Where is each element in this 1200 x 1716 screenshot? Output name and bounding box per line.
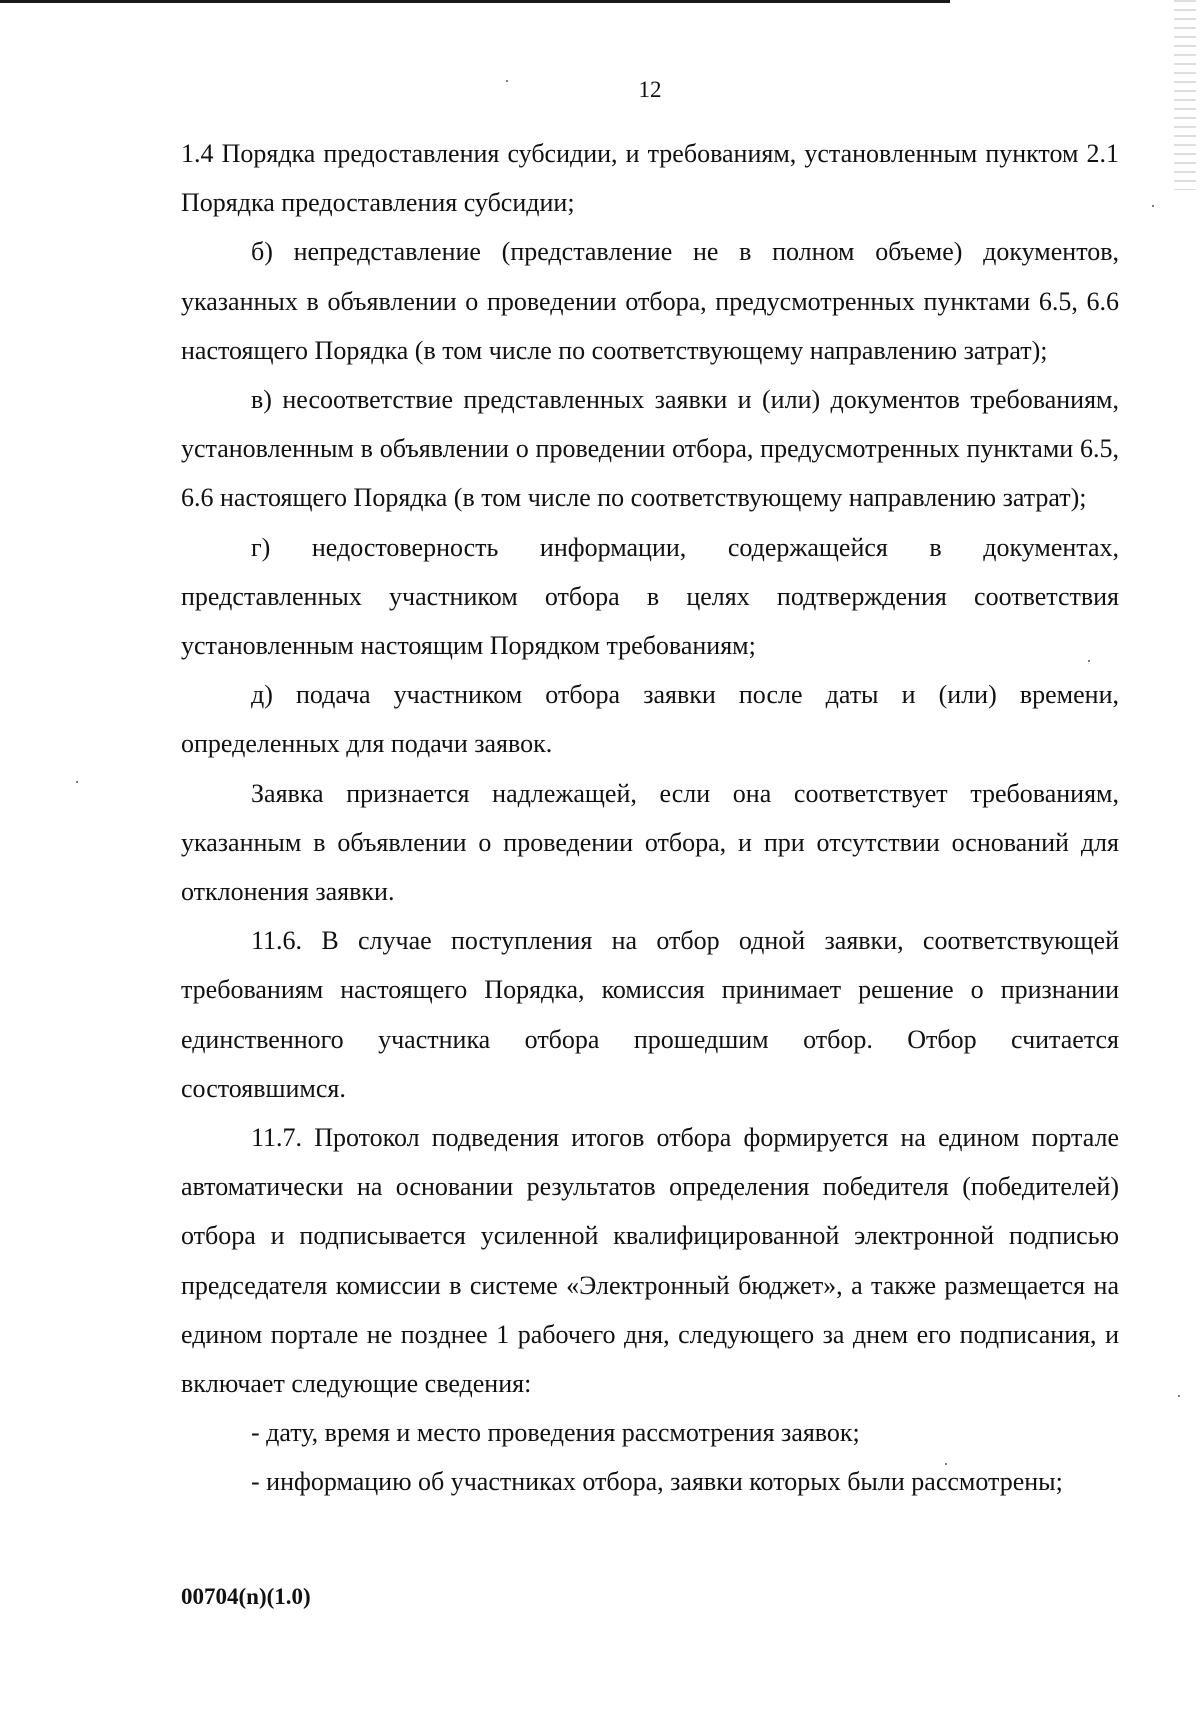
scan-speck: [1178, 1395, 1180, 1397]
document-code: 00704(n)(1.0): [181, 1584, 311, 1609]
page-number: 12: [638, 77, 662, 102]
scan-speck: [506, 80, 508, 82]
paragraph-continuation: 1.4 Порядка предоставления субсидии, и требованиям, установленным пунктом 2.1 Порядка предоставления субсидии;: [181, 139, 1119, 218]
paragraph-item-b: б) непредставление (представление не в полном объеме) документов, указанных в объявлении о проведении отбора, предусмотренных пунктами 6.5, 6.6 настоящего Порядка (в том числе по соответствующему направлению затрат);: [181, 237, 1119, 365]
scan-speck: [76, 781, 78, 783]
paragraph-11-7: 11.7. Протокол подведения итогов отбора формируется на едином портале автоматически на основании результатов определения победителя (победителей) отбора и подписывается усиленной квалифицированной электронной подписью председателя комиссии в системе «Электронный бюджет», а также размещается на едином портале не позднее 1 рабочего дня, следующего за днем его подписания, и включает следующие сведения:: [181, 1123, 1119, 1399]
paragraph-11-6: 11.6. В случае поступления на отбор одной заявки, соответствующей требованиям настоящего Порядка, комиссия принимает решение о признании единственного участника отбора прошедшим отбор. Отбор считается состоявшимся.: [181, 926, 1119, 1103]
paragraph-item-g: г) недостоверность информации, содержащейся в документах, представленных участником отбора в целях подтверждения соответствия установленным настоящим Порядком требованиям;: [181, 532, 1119, 661]
paragraph-item-d: д) подача участником отбора заявки после даты и (или) времени, определенных для подачи заявок.: [181, 680, 1119, 759]
paragraph-application-proper: Заявка признается надлежащей, если она соответствует требованиям, указанным в объявлении о проведении отбора, и при отсутствии оснований для отклонения заявки.: [181, 778, 1119, 907]
list-item-date-time-place: - дату, время и место проведения рассмотрения заявок;: [251, 1418, 860, 1448]
scan-speck: [945, 1463, 947, 1465]
document-body: [181, 129, 1119, 1507]
top-border-line: [0, 0, 950, 3]
paragraph-item-v: в) несоответствие представленных заявки и (или) документов требованиям, установленным в объявлении о проведении отбора, предусмотренных пунктами 6.5, 6.6 настоящего Порядка (в том числе по соответствующему направлению затрат);: [181, 385, 1119, 513]
list-item-participants-info: - информацию об участниках отбора, заявки которых были рассмотрены;: [251, 1467, 1063, 1497]
scan-speck: [1088, 660, 1090, 662]
scan-speck: [1152, 205, 1154, 207]
